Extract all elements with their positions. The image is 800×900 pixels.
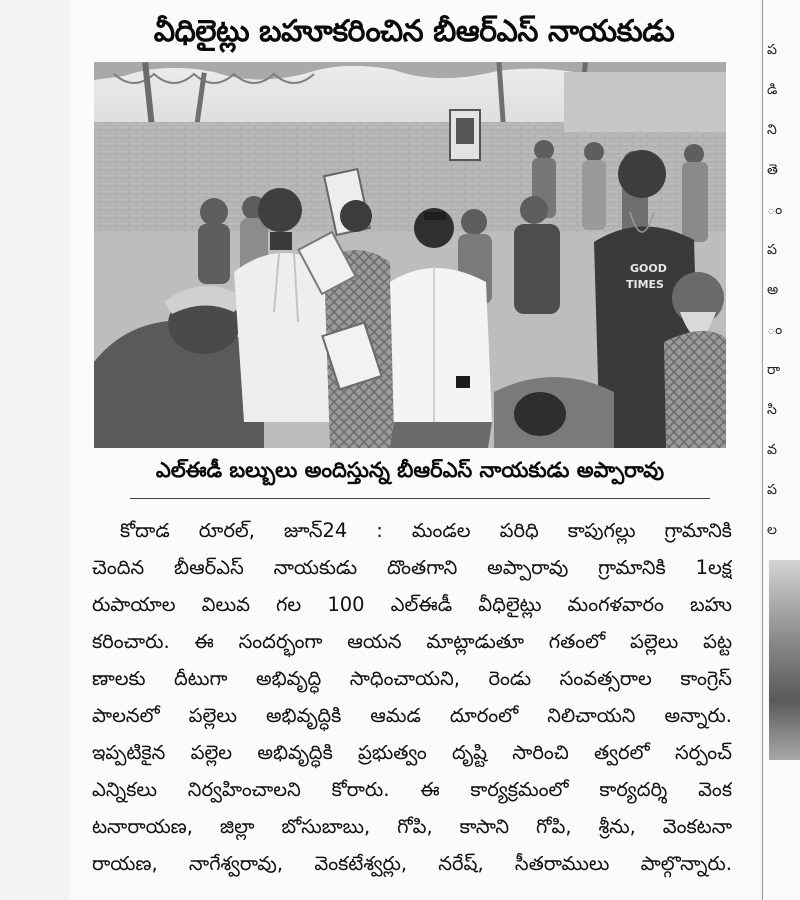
column-fragment: రా bbox=[767, 362, 781, 378]
body-line: టనారాయణ, జిల్లా బోసుబాబు, గోపి, కాసాని గోపి, శ్రీను, వెంకటనా bbox=[92, 815, 732, 838]
column-fragment: ప bbox=[767, 42, 777, 58]
body-line: రాయణ, నాగేశ్వరావు, వెంకటేశ్వర్లు, నరేష్, సీతరాములు పాల్గొన్నారు. bbox=[92, 852, 732, 875]
body-line: కరించారు. ఈ సందర్భంగా ఆయన మాట్లాడుతూ గతంలో పల్లెలు పట్ట bbox=[92, 630, 732, 653]
body-line: కోదాడ రూరల్, జూన్24 : మండల పరిధి కాపుగల్లు గ్రామానికి bbox=[120, 519, 732, 542]
article-photo bbox=[94, 62, 726, 448]
shirt-print-good: GOOD bbox=[630, 262, 667, 275]
body-line: ఇప్పటికైన పల్లెల అభివృద్ధికి ప్రభుత్వం దృష్టి సారించి త్వరలో సర్పంచ్ bbox=[92, 741, 732, 764]
column-fragment: ం bbox=[767, 202, 783, 218]
article-body bbox=[92, 512, 732, 882]
caption-divider bbox=[130, 498, 710, 499]
column-fragment: ప bbox=[767, 242, 777, 258]
body-line: ఎన్నికలు నిర్వహించాలని కోరారు. ఈ కార్యక్రమంలో కార్యదర్శి వెంక bbox=[92, 778, 732, 801]
column-fragment: తె bbox=[767, 162, 778, 178]
body-line: ణాలకు దీటుగా అభివృద్ధి సాధించాయని, రెండు సంవత్సరాల కాంగ్రెస్ bbox=[92, 667, 732, 690]
shirt-print-times: TIMES bbox=[626, 278, 664, 291]
body-line: చెందిన బీఆర్ఎస్ నాయకుడు దొంతగాని అప్పారావు గ్రామానికి 1లక్ష bbox=[92, 556, 732, 579]
adjacent-photo-edge bbox=[769, 560, 800, 760]
body-line: రుపాయాల విలువ గల 100 ఎల్ఈడీ వీధిలైట్లు మంగళవారం బహు bbox=[92, 593, 732, 616]
column-fragment: వ bbox=[767, 442, 777, 458]
photo-caption: ఎల్ఈడీ బల్బులు అందిస్తున్న బీఆర్ఎస్ నాయకుడు అప్పారావు bbox=[155, 458, 665, 482]
column-fragment: సి bbox=[767, 402, 777, 418]
column-fragment: ల bbox=[767, 522, 777, 538]
column-fragment: ని bbox=[767, 122, 777, 138]
column-fragment: అ bbox=[767, 282, 779, 298]
column-fragment: ం bbox=[767, 322, 783, 338]
adjacent-column bbox=[762, 0, 800, 900]
article-headline: వీధిలైట్లు బహూకరించిన బీఆర్ఎస్ నాయకుడు bbox=[153, 14, 675, 49]
photo-illustration bbox=[94, 62, 726, 448]
column-fragment: డి bbox=[767, 82, 778, 98]
column-fragment: ప bbox=[767, 482, 777, 498]
body-line: పాలనలో పల్లెలు అభివృద్ధికి ఆమడ దూరంలో నిలిచాయని అన్నారు. bbox=[92, 704, 732, 727]
